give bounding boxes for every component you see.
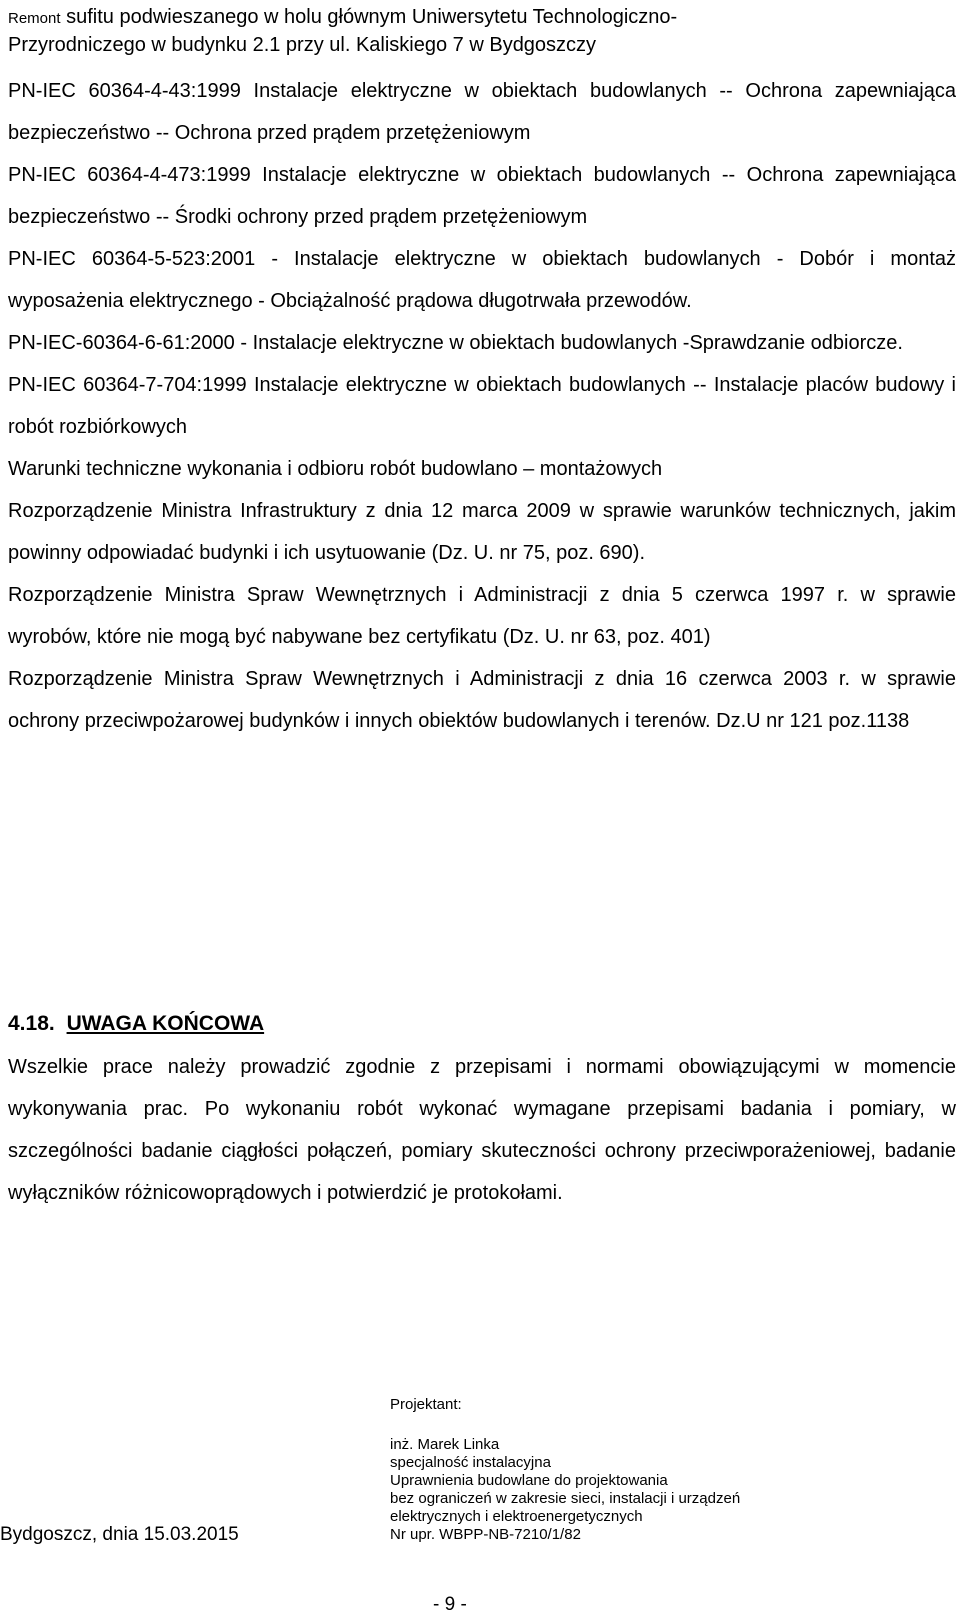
standards-list: [8, 70, 956, 742]
header-title-line-2: Przyrodniczego w budynku 2.1 przy ul. Kaliskiego 7 w Bydgoszczy: [8, 34, 597, 56]
section-number: 4.18.: [8, 1012, 55, 1035]
standard-paragraph: Warunki techniczne wykonania i odbioru robót budowlano – montażowych: [8, 458, 663, 480]
designer-name: inż. Marek Linka: [390, 1436, 500, 1453]
designer-specialty: specjalność instalacyjna: [390, 1454, 551, 1471]
document-header: [8, 4, 938, 58]
standard-paragraph: PN-IEC 60364-4-473:1999 Instalacje elektryczne w obiektach budowlanych -- Ochrona zapewniająca bezpieczeństwo -- Środki ochrony przed prądem przetężeniowym: [8, 164, 956, 228]
designer-license-line: elektrycznych i elektroenergetycznych: [390, 1508, 643, 1525]
designer-role: Projektant:: [390, 1396, 462, 1413]
designer-license-number: Nr upr. WBPP-NB-7210/1/82: [390, 1526, 581, 1543]
regulation-paragraph: Rozporządzenie Ministra Spraw Wewnętrznych i Administracji z dnia 5 czerwca 1997 r. w sprawie wyrobów, które nie mogą być nabywane bez certyfikatu (Dz. U. nr 63, poz. 401): [8, 584, 956, 648]
standard-paragraph: PN-IEC-60364-6-61:2000 - Instalacje elektryczne w obiektach budowlanych -Sprawdzanie odbiorcze.: [8, 332, 903, 354]
header-prefix: Remont: [8, 10, 61, 27]
standard-paragraph: PN-IEC 60364-5-523:2001 - Instalacje elektryczne w obiektach budowlanych - Dobór i montaż wyposażenia elektrycznego - Obciążalność prądowa długotrwała przewodów.: [8, 248, 956, 312]
regulation-paragraph: Rozporządzenie Ministra Infrastruktury z dnia 12 marca 2009 w sprawie warunków technicznych, jakim powinny odpowiadać budynki i ich usytuowanie (Dz. U. nr 75, poz. 690).: [8, 500, 956, 564]
place-and-date: Bydgoszcz, dnia 15.03.2015: [0, 1524, 239, 1545]
designer-license-line: Uprawnienia budowlane do projektowania: [390, 1472, 668, 1489]
header-line-1: [8, 4, 938, 32]
standard-paragraph: PN-IEC 60364-7-704:1999 Instalacje elektryczne w obiektach budowlanych -- Instalacje placów budowy i robót rozbiórkowych: [8, 374, 956, 438]
section-title: UWAGA KOŃCOWA: [66, 1012, 265, 1035]
regulation-paragraph: Rozporządzenie Ministra Spraw Wewnętrznych i Administracji z dnia 16 czerwca 2003 r. w sprawie ochrony przeciwpożarowej budynków i innych obiektów budowlanych i terenów. Dz.U nr 121 poz.1138: [8, 668, 956, 732]
section-body: Wszelkie prace należy prowadzić zgodnie z przepisami i normami obowiązującymi w momencie wykonywania prac. Po wykonaniu robót wykonać wymagane przepisami badania i pomiary, w szczególności badanie ciągłości połączeń, pomiary skuteczności ochrony przeciwporażeniowej, badanie wyłączników różnicowoprądowych i potwierdzić je protokołami.: [8, 1056, 956, 1204]
designer-block: [390, 1396, 740, 1544]
page-number: - 9 -: [433, 1594, 467, 1615]
section-heading: [8, 1012, 264, 1036]
designer-license-line: bez ograniczeń w zakresie sieci, instalacji i urządzeń: [390, 1490, 741, 1507]
standard-paragraph: PN-IEC 60364-4-43:1999 Instalacje elektryczne w obiektach budowlanych -- Ochrona zapewniająca bezpieczeństwo -- Ochrona przed prądem przetężeniowym: [8, 80, 956, 144]
header-title-line-1: sufitu podwieszanego w holu głównym Uniwersytetu Technologiczno-: [66, 6, 678, 28]
